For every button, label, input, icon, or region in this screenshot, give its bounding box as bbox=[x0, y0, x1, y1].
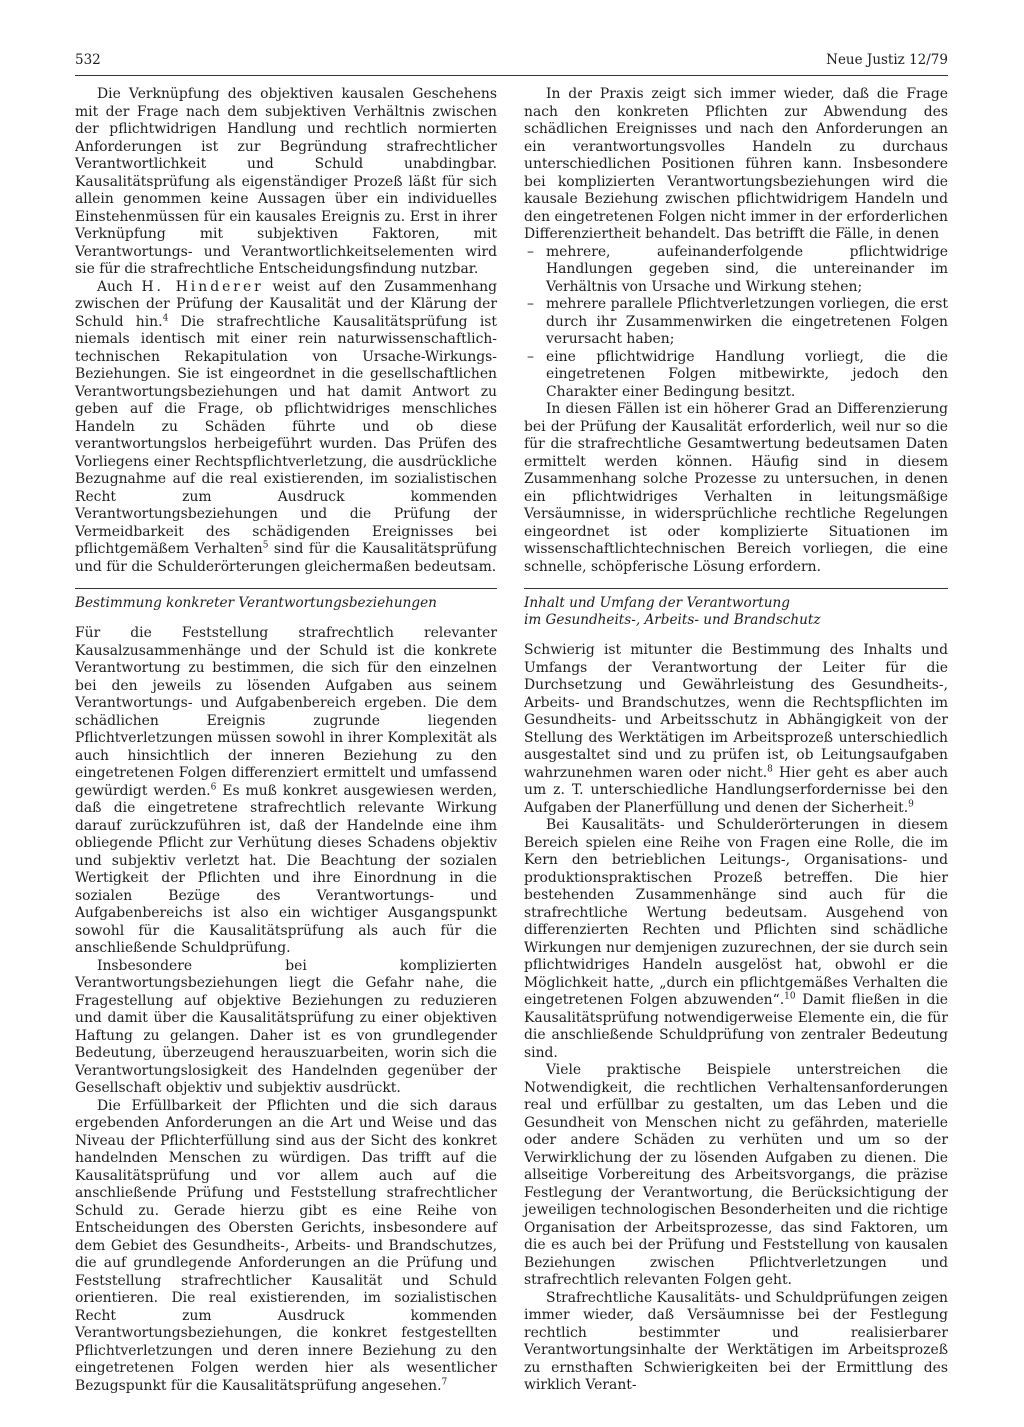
paragraph: In diesen Fällen ist ein höherer Grad an Differenzierung bei der Prüfung der Kausalität erforderlich, weil nur so die für die strafrechtliche Gesamtwertung bedeutsamen Daten ermittelt werden können. Häufig sind in diesem Zusammenhang solche Prozesse zu untersuchen, in denen ein pflichtwidriges Verhalten in leitungsmäßige Versäumnisse, in widersprüchliche rechtliche Regelungen eingeordnet ist oder komplizierte Situationen im wissenschaftlichtechnischen Bereich vorliegen, die eine schnelle, schöpferische Lösung erfordern. bbox=[524, 401, 948, 575]
footnote-ref: 7 bbox=[441, 1376, 448, 1387]
paragraph: Die Verknüpfung des objektiven kausalen Geschehens mit der Frage nach dem subjektiven Verhältnis zwischen der pflichtwidrigen Handlung und rechtlich normierten Anforderungen ist zur Begründung strafrechtlicher Verantwortlichkeit und Schuld unabdingbar. Kausalitätsprüfung als eigenständiger Prozeß läßt für sich allein genommen keine Aussagen über ein individuelles Einstehenmüssen für ein kausales Ereignis zu. Erst in ihrer Verknüpfung mit subjektiven Faktoren, mit Verantwortungs- und Verantwortlichkeitselementen wird sie für die strafrechtliche Entscheidungsfindung nutzbar. bbox=[75, 86, 497, 277]
footnote-ref: 5 bbox=[262, 540, 269, 551]
footnote-ref: 10 bbox=[784, 991, 796, 1002]
page-number: 532 bbox=[75, 52, 101, 68]
dash-list bbox=[524, 244, 948, 402]
paragraph: Bei Kausalitäts- und Schulderörterungen in diesem Bereich spielen eine Reihe von Fragen eine Rolle, die im Kern den betrieblichen Leitungs-, Organisations- und produktionspraktischen Prozeß betreffen. Die hier bestehenden Zusammenhänge sind auch für die strafrechtliche Wertung bedeutsam. Ausgehend von differenzierten Rechten und Pflichten sind schädliche Wirkungen nur demjenigen zuzurechnen, der sie durch sein pflichtwidriges Handeln ausgelöst hat, obwohl er die Möglichkeit hatte, „durch ein pflichtgemäßes Verhalten die eingetretenen Folgen abzuwenden“.$^{10}$ Damit fließen in die Kausalitätsprüfung notwendigerweise Elemente ein, die für die anschließende Schuldprüfung von zentraler Bedeutung sind. bbox=[524, 817, 948, 1061]
paragraph: Strafrechtliche Kausalitäts- und Schuldprüfungen zeigen immer wieder, daß Versäumnisse bei der Festlegung rechtlich bestimmter und realisierbarer Verantwortungsinhalte der Werktätigen im Arbeitsprozeß zu ernsthaften Schwierigkeiten bei der Ermittlung des wirklich Verant- bbox=[524, 1289, 948, 1393]
right-column bbox=[524, 86, 948, 1395]
list-item: – mehrere, aufeinanderfolgende pflichtwidrige Handlungen gegeben sind, die untereinander im Verhältnis von Ursache und Wirkung stehen; bbox=[524, 244, 948, 297]
paragraph: In der Praxis zeigt sich immer wieder, daß die Frage nach den konkreten Pflichten zur Abwendung des schädlichen Ereignisses und nach den Anforderungen an ein verantwortungsvolles Handeln zu durchaus unterschiedlichen Positionen führen kann. Insbesondere bei komplizierten Verantwortungsbeziehungen wird die kausale Beziehung zwischen pflichtwidrigem Handeln und den eingetretenen Folgen nicht immer in der erforderlichen Differenziertheit behandelt. Das betrifft die Fälle, in denen bbox=[524, 86, 948, 242]
paragraph: Für die Feststellung strafrechtlich relevanter Kausalzusammenhänge und der Schuld ist die konkrete Verantwortung zu bestimmen, die sich für den einzelnen bei den jeweils zu lösenden Aufgaben aus seinem Verantwortungs- und Aufgabenbereich ergeben. Die dem schädlichen Ereignis zugrunde liegenden Pflichtverletzungen müssen sowohl in ihrer Komplexität als auch hinsichtlich der inneren Beziehung zu den eingetretenen Folgen differenziert ermittelt und umfassend gewürdigt werden.$^6$ Es muß konkret ausgewiesen werden, daß die eingetretene strafrechtlich relevante Wirkung darauf zurückzuführen ist, daß der Handelnde eine ihm obliegende Pflicht zur Verhütung dieses Schadens objektiv und subjektiv verletzt hat. Die Beachtung der sozialen Wertigkeit der Pflichten und ihre Einordnung in die sozialen Bezüge des Verantwortungs- und Aufgabenbereichs ist also ein wichtiger Ausgangspunkt sowohl für die Kausalitätsprüfung als auch für die anschließende Schuldprüfung. bbox=[75, 625, 497, 956]
list-item: – eine pflichtwidrige Handlung vorliegt, die die eingetretenen Folgen mitbewirkte, jedoch den Charakter einer Bedingung besitzt. bbox=[524, 349, 948, 402]
list-item: – mehrere parallele Pflichtverletzungen vorliegen, die erst durch ihr Zusammenwirken die eingetretenen Folgen verursacht haben; bbox=[524, 296, 948, 349]
section-heading: Inhalt und Umfang der Verantwortung im Gesundheits-, Arbeits- und Brandschutz bbox=[524, 588, 948, 629]
page-header bbox=[75, 52, 948, 76]
header-rule bbox=[75, 75, 948, 76]
left-column bbox=[75, 86, 497, 1395]
footnote-ref: 9 bbox=[908, 798, 914, 809]
paragraph: Viele praktische Beispiele unterstreichen die Notwendigkeit, die rechtlichen Verhaltensanforderungen real und erfüllbar zu gestalten, um das Leben und die Gesundheit von Menschen nicht zu gefährden, materielle oder andere Schäden zu verhüten und um so der Verwirklichung der zu lösenden Aufgaben zu dienen. Die allseitige Vorbereitung des Arbeitsvorgangs, die präzise Festlegung der Verantwortung, die Berücksichtigung der jeweiligen technologischen Besonderheiten und die richtige Organisation der Arbeitsprozesse, das sind Faktoren, um die es auch bei der Prüfung und Feststellung von kausalen Beziehungen zwischen Pflichtverletzungen und strafrechtlich relevanten Folgen geht. bbox=[524, 1062, 948, 1288]
author-name: H. Hinderer bbox=[141, 278, 264, 295]
paragraph: Die Erfüllbarkeit der Pflichten und die sich daraus ergebenden Anforderungen an die Art und Weise und das Niveau der Pflichterfüllung sind aus der Sicht des konkret handelnden Menschen zu würdigen. Das trifft auf die Kausalitätsprüfung und vor allem auch auf die anschließende Prüfung und Feststellung strafrechtlicher Schuld zu. Gerade hierzu gibt es eine Reihe von Entscheidungen des Obersten Gerichts, insbesondere auf dem Gebiet des Gesundheits-, Arbeits- und Brandschutzes, die auf grundlegende Anforderungen an die Prüfung und Feststellung strafrechtlicher Kausalität und Schuld orientieren. Die real existierenden, im sozialistischen Recht zum Ausdruck kommenden Verantwortungsbeziehungen, die konkret festgestellten Pflichtverletzungen und deren innere Beziehung zu den eingetretenen Folgen werden hier als wesentlicher Bezugspunkt für die Kausalitätsprüfung angesehen.$^7$ bbox=[75, 1097, 497, 1394]
footnote-ref: 4 bbox=[162, 312, 169, 323]
paragraph: Insbesondere bei komplizierten Verantwortungsbeziehungen liegt die Gefahr nahe, die Fragestellung auf objektive Beziehungen zu reduzieren und damit über die Kausalitätsprüfung zu einer objektiven Haftung zu gelangen. Daher ist es von grundlegender Bedeutung, überzeugend herauszuarbeiten, worin sich die Verantwortungslosigkeit des Handelnden gegenüber der Gesellschaft objektiv und subjektiv ausdrückt. bbox=[75, 957, 497, 1096]
paragraph: Schwierig ist mitunter die Bestimmung des Inhalts und Umfangs der Verantwortung der Leiter für die Durchsetzung und Gewährleistung des Gesundheits-, Arbeits- und Brandschutzes, wenn die Rechtspflichten im Gesundheits- und Arbeitsschutz in Abhängigkeit von der Stellung des Werktätigen im Arbeitsprozeß unterschiedlich ausgestaltet sind und zu prüfen ist, ob Leitungsaufgaben wahrzunehmen waren oder nicht.$^8$ Hier geht es aber auch um z. T. unterschiedliche Handlungserfordernisse bei den Aufgaben der Planerfüllung und denen der Sicherheit.$^9$ bbox=[524, 642, 948, 816]
paragraph: Auch H. Hinderer weist auf den Zusammenhang zwischen der Prüfung der Kausalität und der Klärung der Schuld hin.$^4$ Die strafrechtliche Kausalitätsprüfung ist niemals identisch mit einer rein naturwissenschaftlich-technischen Rekapitulation von Ursache-Wirkungs-Beziehungen. Sie ist eingeordnet in die gesellschaftlichen Verantwortungsbeziehungen und hat damit Antwort zu geben auf die Frage, ob pflichtwidriges menschliches Handeln zu Schäden führte und ob diese verantwortungslos herbeigeführt wurden. Das Prüfen des Vorliegens einer Rechtspflichtverletzung, die ausdrückliche Bezugnahme auf die real existierenden, im sozialistischen Recht zum Ausdruck kommenden Verantwortungsbeziehungen und die Prüfung der Vermeidbarkeit des schädigenden Ereignisses bei pflichtgemäßem Verhalten$^5$ sind für die Kausalitätsprüfung und für die Schulderörterungen gleichermaßen bedeutsam. bbox=[75, 278, 498, 575]
journal-issue: Neue Justiz 12/79 bbox=[826, 52, 948, 68]
footnote-ref: 8 bbox=[767, 763, 773, 774]
footnote-ref: 6 bbox=[210, 781, 217, 792]
section-heading: Bestimmung konkreter Verantwortungsbeziehungen bbox=[75, 588, 497, 612]
